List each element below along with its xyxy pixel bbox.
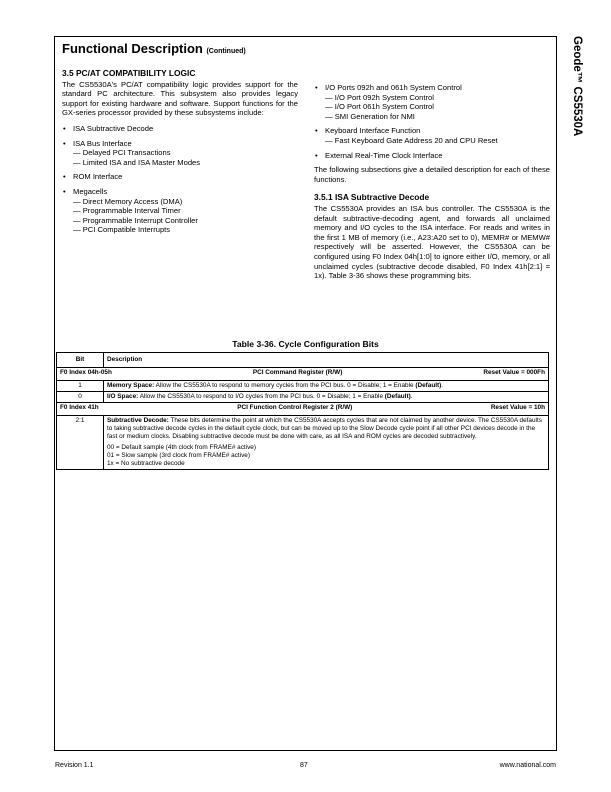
section-3-5-1-title: 3.5.1 ISA Subtractive Decode	[314, 192, 430, 203]
footer-revision: Revision 1.1	[55, 762, 94, 769]
left-column	[62, 69, 298, 240]
field-text: Allow the CS5530A to respond to I/O cycles from the PCI bus. 0 = Disable; 1 = Enable	[138, 393, 385, 400]
field-label: Memory Space:	[107, 382, 155, 389]
left-bullet-list	[62, 124, 298, 235]
subsections-paragraph: The following subsections give a detailed description for each of these functions.	[314, 165, 550, 184]
default-marker: (Default)	[415, 382, 442, 389]
side-tab	[563, 36, 587, 276]
sub-item: — SMI Generation for NMI	[325, 112, 550, 122]
bullet-text: ISA Bus Interface	[73, 138, 132, 148]
section-3-5-intro: The CS5530A's PC/AT compatibility logic provides support for the standard PC architecture. This subsystem also provides legacy support for existing hardware and software. Support functions for the GX-series processor provided by these subsystems include:	[62, 79, 298, 118]
bit-cell: 1	[57, 381, 104, 392]
description-cell	[104, 381, 549, 392]
bullet-rom	[62, 172, 298, 182]
sub-list	[325, 136, 550, 146]
section-3-5-1-body: The CS5530A provides an ISA bus controller. The CS5530A is the default subtractive-decoding agent, and forwards all unclaimed memory and I/O cycles to the ISA interface. For reads and writes in the first 1 MB of memory (i.e., A23:A20 set to 0), MEMR# or MEMW# respectively will be asserted. However, the CS5530A can be configured using F0 Index 04h[1:0] to ignore either I/O, memory, or all unclaimed cycles (subtractive decode disabled, F0 Index 41h[2:1] = 1x). Table 3-36 shows these programming bits.	[314, 203, 550, 281]
register-index: F0 Index 41h	[60, 404, 99, 411]
bullet-text: External Real-Time Clock Interface	[325, 150, 443, 160]
sub-item: — Direct Memory Access (DMA)	[73, 197, 298, 207]
sub-item: — Programmable Interval Timer	[73, 206, 298, 216]
header-bit: Bit	[57, 353, 104, 368]
option-list	[107, 444, 545, 468]
bullet-megacells	[62, 187, 298, 235]
bullet-isa-bus	[62, 139, 298, 168]
option-item: 01 = Slow sample (3rd clock from FRAME# active)	[107, 452, 250, 459]
sub-item: — Fast Keyboard Gate Address 20 and CPU Reset	[325, 136, 550, 146]
bullet-rtc	[314, 151, 550, 161]
footer-page-number: 87	[300, 762, 308, 769]
register-index: F0 Index 04h-05h	[60, 369, 112, 376]
field-end: .	[410, 393, 413, 400]
register-reset: Reset Value = 000Fh	[483, 369, 545, 376]
option-item: 1x = No subtractive decode	[107, 460, 185, 467]
register-header	[57, 403, 549, 416]
field-label: I/O Space:	[107, 393, 139, 400]
sub-item: — Limited ISA and ISA Master Modes	[73, 158, 298, 168]
sub-list	[325, 93, 550, 122]
footer-website: www.national.com	[499, 762, 556, 769]
table-caption: Table 3-36. Cycle Configuration Bits	[232, 339, 379, 349]
header-description: Description	[104, 353, 549, 368]
table-row	[57, 416, 549, 470]
register-row	[57, 368, 549, 381]
option-item: 00 = Default sample (4th clock from FRAME# active)	[107, 444, 256, 451]
register-reset: Reset Value = 10h	[490, 404, 545, 411]
register-header	[57, 368, 549, 381]
heading-title: Functional Description	[62, 41, 203, 56]
bullet-text: Megacells	[73, 186, 108, 196]
bullet-text: ROM Interface	[73, 172, 123, 182]
bit-cell: 0	[57, 392, 104, 403]
sub-item: — Delayed PCI Transactions	[73, 148, 298, 158]
bullet-isa-subtractive	[62, 124, 298, 134]
section-3-5-title: 3.5 PC/AT COMPATIBILITY LOGIC	[62, 68, 196, 78]
register-name: PCI Function Control Register 2 (R/W)	[237, 404, 353, 411]
table-row	[57, 392, 549, 403]
cycle-config-table	[56, 352, 549, 470]
bullet-text: I/O Ports 092h and 061h System Control	[325, 83, 462, 92]
bullet-text: Keyboard Interface Function	[325, 126, 421, 136]
bullet-text: ISA Subtractive Decode	[73, 123, 154, 133]
right-bullet-list	[314, 83, 550, 160]
sub-list	[73, 148, 298, 167]
default-marker: (Default)	[384, 393, 411, 400]
sub-item: — I/O Port 092h System Control	[325, 93, 550, 103]
table-header-row	[57, 353, 549, 368]
field-label: Subtractive Decode:	[107, 417, 169, 424]
register-name: PCI Command Register (R/W)	[252, 369, 343, 376]
field-text: Allow the CS5530A to respond to memory cycles from the PCI bus. 0 = Disable; 1 = Enable	[154, 382, 416, 389]
bullet-keyboard	[314, 126, 550, 145]
field-end: .	[441, 382, 444, 389]
sub-list	[73, 197, 298, 235]
bit-cell: 2:1	[57, 416, 104, 470]
description-cell	[104, 416, 549, 470]
side-tab-label: Geode™ CS5530A	[571, 36, 583, 137]
right-column	[314, 83, 550, 287]
heading-suffix: (Continued)	[206, 48, 246, 55]
sub-item: — Programmable Interrupt Controller	[73, 216, 298, 226]
page-heading	[62, 41, 246, 56]
field-text: These bits determine the point at which the CS5530A accepts cycles that are not claimed by another device. The CS5530A defaults to taking subtractive decode cycles in the default cycle clock, but can be moved up to the Slow Decode cycle point if all other PCI devices decode in the fast or medium clocks. Disabling subtractive decode must be done with care, as all ISA and ROM cycles are decoded subtractively.	[107, 417, 542, 440]
sub-item: — I/O Port 061h System Control	[325, 102, 550, 112]
table-row	[57, 381, 549, 392]
register-row	[57, 403, 549, 416]
description-cell	[104, 392, 549, 403]
bullet-io-ports	[314, 83, 550, 121]
sub-item: — PCI Compatible Interrupts	[73, 225, 298, 235]
